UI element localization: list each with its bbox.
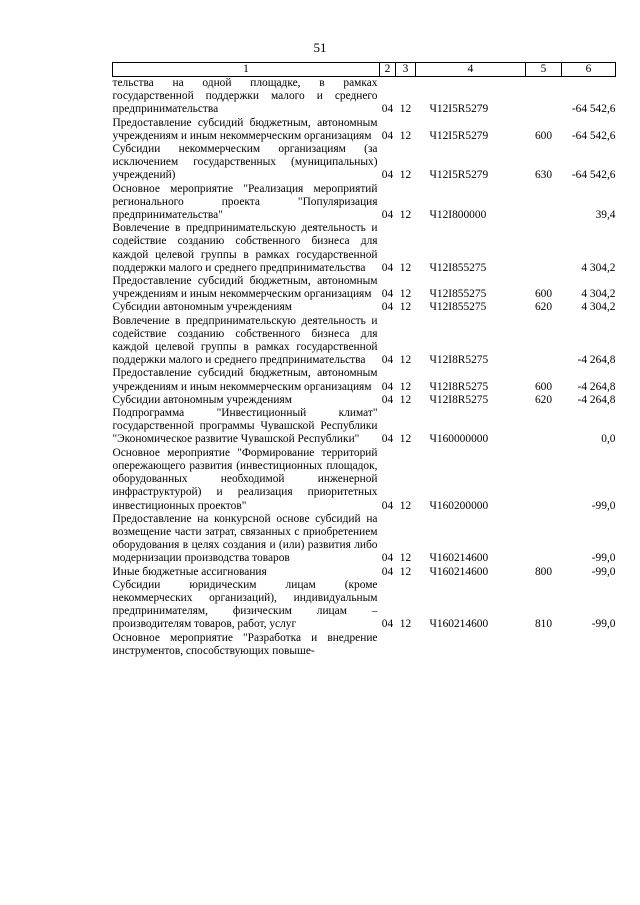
header-cell: 5 (526, 63, 562, 77)
budget-table (112, 62, 616, 658)
header-cell: 3 (396, 63, 416, 77)
row-expense-type (526, 315, 562, 368)
row-section: 04 (381, 552, 394, 565)
row-name: Вовлечение в предпринимательскую деятельность и содействие созданию собственного бизнеса для каждой целевой группы в рамках государственной поддержки малого и среднего предпринимательства (112, 314, 378, 367)
row-subsection: 12 (399, 288, 412, 301)
row-amount: -64 542,6 (571, 169, 616, 182)
row-name: Вовлечение в предпринимательскую деятельность и содействие созданию собственного бизнеса для каждой целевой группы в рамках государственной поддержки малого и среднего предпринимательства (112, 222, 378, 274)
row-section: 04 (381, 354, 394, 367)
row-target-article: Ч12I5R5279 (429, 129, 489, 142)
table-row (113, 394, 616, 407)
row-subsection: 12 (399, 261, 412, 274)
table-row (113, 222, 616, 275)
table-row (113, 407, 616, 447)
row-section: 04 (381, 103, 394, 116)
row-name: Субсидии автономным учреждениям (112, 393, 292, 406)
row-name: Субсидии некоммерческим организациям (за исключением государственных (муниципальных) учреждений) (112, 143, 378, 182)
row-target-article: Ч160214600 (429, 618, 489, 631)
row-amount: 4 304,2 (581, 288, 616, 301)
row-target-article: Ч12I8R5275 (429, 354, 489, 367)
row-target-article (416, 632, 526, 658)
row-amount: 4 304,2 (581, 261, 616, 274)
row-name: Предоставление субсидий бюджетным, автономным учреждениям и иным некоммерческим организациям (112, 275, 378, 301)
row-section: 04 (381, 261, 394, 274)
row-amount: -99,0 (591, 552, 616, 565)
row-expense-type (526, 513, 562, 566)
row-amount: 39,4 (595, 209, 616, 222)
row-subsection: 12 (399, 618, 412, 631)
row-expense-type (526, 447, 562, 513)
row-subsection: 12 (399, 499, 412, 512)
row-target-article: Ч12I855275 (429, 261, 487, 274)
row-subsection: 12 (399, 103, 412, 116)
row-target-article: Ч12I5R5279 (429, 103, 489, 116)
table-row (113, 632, 616, 658)
row-subsection: 12 (399, 565, 412, 578)
row-subsection: 12 (399, 209, 412, 222)
row-name: Подпрограмма "Инвестиционный климат" государственной программы Чувашской Республики "Экономическое развитие Чувашской Республики" (112, 407, 378, 446)
row-section: 04 (381, 393, 394, 406)
row-target-article: Ч12I855275 (429, 301, 487, 314)
row-name: Иные бюджетные ассигнования (112, 565, 267, 578)
table-row (113, 513, 616, 566)
row-subsection: 12 (399, 354, 412, 367)
row-name: Основное мероприятие "Разработка и внедрение инструментов, способствующих повыше- (112, 631, 378, 657)
header-cell: 6 (562, 63, 616, 77)
row-target-article: Ч160200000 (429, 499, 489, 512)
row-amount: -99,0 (591, 618, 616, 631)
row-expense-type (526, 407, 562, 447)
table-row (113, 579, 616, 632)
header-cell: 1 (113, 63, 380, 77)
row-section: 04 (381, 209, 394, 222)
table-row (113, 117, 616, 143)
row-subsection (396, 632, 416, 658)
row-section: 04 (381, 380, 394, 393)
row-subsection: 12 (399, 301, 412, 314)
row-target-article: Ч160214600 (429, 552, 489, 565)
row-amount: -99,0 (591, 499, 616, 512)
row-amount: 0,0 (601, 433, 616, 446)
row-target-article: Ч12I5R5279 (429, 169, 489, 182)
row-name: Основное мероприятие "Реализация мероприятий регионального проекта "Популяризация предпринимательства" (112, 182, 378, 222)
row-section: 04 (381, 169, 394, 182)
row-amount (562, 632, 616, 658)
table-row (113, 315, 616, 368)
row-expense-type: 600 (534, 129, 553, 142)
row-name: Предоставление субсидий бюджетным, автономным учреждениям и иным некоммерческим организациям (112, 116, 378, 142)
row-target-article: Ч12I800000 (429, 209, 487, 222)
header-row (113, 63, 616, 77)
table-row (113, 275, 616, 301)
row-amount: -4 264,8 (577, 354, 616, 367)
row-expense-type (526, 183, 562, 223)
row-expense-type: 620 (534, 301, 553, 314)
row-section: 04 (381, 618, 394, 631)
row-name: Предоставление субсидий бюджетным, автономным учреждениям и иным некоммерческим организациям (112, 367, 378, 393)
row-section: 04 (381, 565, 394, 578)
row-amount: -64 542,6 (571, 129, 616, 142)
row-subsection: 12 (399, 129, 412, 142)
row-target-article: Ч160000000 (429, 433, 489, 446)
table-row (113, 447, 616, 513)
row-name: Субсидии автономным учреждениям (112, 301, 292, 314)
table-row (113, 566, 616, 579)
row-expense-type: 810 (534, 618, 553, 631)
page-number: 51 (313, 40, 327, 55)
row-expense-type (526, 632, 562, 658)
row-amount: -4 264,8 (577, 380, 616, 393)
row-subsection: 12 (399, 433, 412, 446)
row-expense-type: 620 (534, 393, 553, 406)
row-name: Субсидии юридическим лицам (кроме некоммерческих организаций), индивидуальным предпринимателям, физическим лицам – производителям товаров, работ, услуг (112, 578, 378, 631)
row-target-article: Ч12I8R5275 (429, 393, 489, 406)
row-target-article: Ч12I8R5275 (429, 380, 489, 393)
row-target-article: Ч160214600 (429, 565, 489, 578)
table-row (113, 183, 616, 223)
row-subsection: 12 (399, 552, 412, 565)
row-section: 04 (381, 499, 394, 512)
row-subsection: 12 (399, 380, 412, 393)
row-section: 04 (381, 129, 394, 142)
table-row (113, 367, 616, 393)
row-amount: -64 542,6 (571, 103, 616, 116)
row-name: тельства на одной площадке, в рамках государственной поддержки малого и среднего предпринимательства (112, 77, 378, 116)
row-section: 04 (381, 433, 394, 446)
row-expense-type: 600 (534, 288, 553, 301)
header-cell: 4 (416, 63, 526, 77)
row-amount: 4 304,2 (581, 301, 616, 314)
row-expense-type: 800 (534, 565, 553, 578)
row-name: Предоставление на конкурсной основе субсидий на возмещение части затрат, связанных с приобретением оборудования в целях создания и (или) развития либо модернизации производства товаров (112, 512, 378, 565)
row-expense-type (526, 77, 562, 117)
table-row (113, 301, 616, 314)
row-expense-type: 600 (534, 380, 553, 393)
row-amount: -99,0 (591, 565, 616, 578)
row-expense-type: 630 (534, 169, 553, 182)
table-row (113, 143, 616, 183)
row-section: 04 (381, 288, 394, 301)
row-section: 04 (381, 301, 394, 314)
header-cell: 2 (380, 63, 396, 77)
row-target-article: Ч12I855275 (429, 288, 487, 301)
table-row (113, 77, 616, 117)
row-name: Основное мероприятие "Формирование территорий опережающего развития (инвестиционных площадок, оборудованных необходимой инженерной инфраструктурой) и реализация приоритетных инвестиционных проектов" (112, 446, 378, 512)
row-amount: -4 264,8 (577, 393, 616, 406)
row-subsection: 12 (399, 393, 412, 406)
row-expense-type (526, 222, 562, 275)
row-section (380, 632, 396, 658)
row-subsection: 12 (399, 169, 412, 182)
